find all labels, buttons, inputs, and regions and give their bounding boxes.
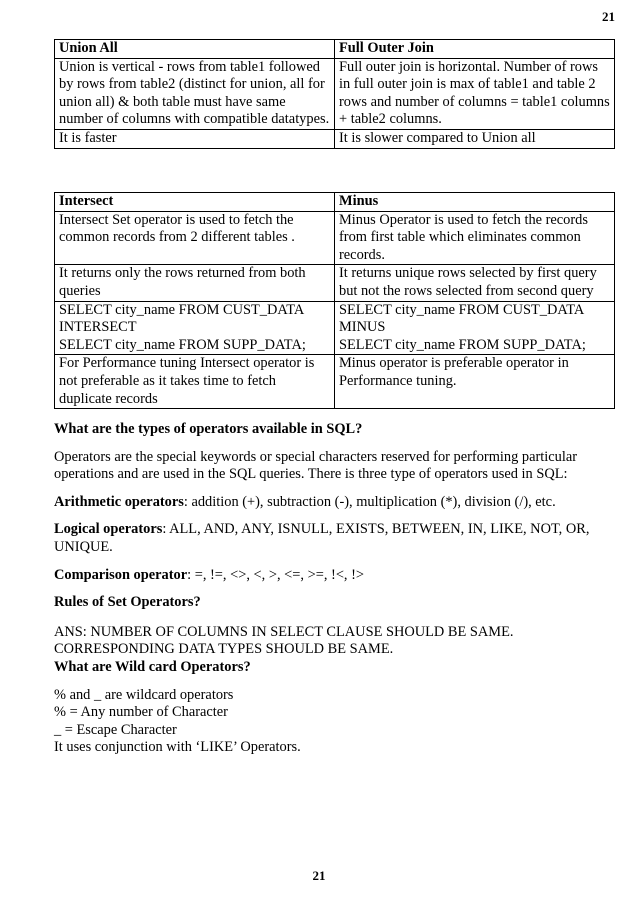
comparison-operators bbox=[54, 567, 614, 585]
table-cell: Intersect Set operator is used to fetch the common records from 2 different tables . bbox=[55, 211, 335, 265]
table-cell-sql-minus bbox=[335, 301, 615, 355]
union-vs-full-outer-join-table bbox=[54, 39, 615, 149]
table-cell: It returns unique rows selected by first query but not the rows selected from second query bbox=[335, 265, 615, 301]
page-number-top: 21 bbox=[602, 9, 615, 24]
page-content bbox=[54, 421, 614, 757]
table-row bbox=[55, 265, 615, 301]
header-full-outer-join: Full Outer Join bbox=[335, 40, 615, 59]
question-operator-types: What are the types of operators available in SQL? bbox=[54, 421, 363, 437]
table-row bbox=[55, 58, 615, 129]
sql-line: MINUS bbox=[339, 319, 386, 336]
sql-line: SELECT city_name FROM SUPP_DATA; bbox=[339, 336, 586, 353]
comparison-label: Comparison operator bbox=[54, 566, 188, 583]
wildcard-line: % and _ are wildcard operators bbox=[54, 686, 234, 703]
comparison-text: : =, !=, <>, <, >, <=, >=, !<, !> bbox=[187, 566, 365, 583]
table-cell: Full outer join is horizontal. Number of rows in full outer join is max of table1 and table 2 rows and number of columns = table1 columns + table2 columns. bbox=[335, 58, 615, 129]
question-wildcard: What are Wild card Operators? bbox=[54, 658, 251, 675]
sql-line: SELECT city_name FROM CUST_DATA bbox=[59, 301, 305, 318]
sql-line: SELECT city_name FROM SUPP_DATA; bbox=[59, 336, 306, 353]
arithmetic-text: : addition (+), subtraction (-), multiplication (*), division (/), etc. bbox=[183, 493, 556, 510]
arithmetic-operators bbox=[54, 494, 614, 512]
table-cell: For Performance tuning Intersect operator is not preferable as it takes time to fetch duplicate records bbox=[55, 355, 335, 409]
table-cell: It returns only the rows returned from both queries bbox=[55, 265, 335, 301]
wildcard-line: _ = Escape Character bbox=[54, 721, 177, 738]
table-cell: Minus operator is preferable operator in Performance tuning. bbox=[335, 355, 615, 409]
header-minus: Minus bbox=[335, 193, 615, 212]
table-cell: Union is vertical - rows from table1 followed by rows from table2 (distinct for union, all for union all) & both table must have same number of columns with compatible datatypes. bbox=[55, 58, 335, 129]
table-cell: It is slower compared to Union all bbox=[335, 129, 615, 148]
sql-line: SELECT city_name FROM CUST_DATA bbox=[339, 301, 585, 318]
table-header-row bbox=[55, 40, 615, 59]
header-intersect: Intersect bbox=[55, 193, 335, 212]
operators-intro: Operators are the special keywords or special characters reserved for performing particular operations and are used in the SQL queries. There is three type of operators used in SQL: bbox=[54, 448, 578, 483]
wildcard-line: It uses conjunction with ‘LIKE’ Operators. bbox=[54, 739, 301, 756]
table-header-row bbox=[55, 193, 615, 212]
question-set-rules: Rules of Set Operators? bbox=[54, 594, 201, 611]
set-rules-answer-line: CORRESPONDING DATA TYPES SHOULD BE SAME. bbox=[54, 641, 394, 658]
intersect-vs-minus-table bbox=[54, 192, 615, 409]
table-row bbox=[55, 355, 615, 409]
logical-text: : ALL, AND, ANY, ISNULL, EXISTS, BETWEEN, IN, LIKE, NOT, OR, UNIQUE. bbox=[54, 521, 590, 555]
table-cell: It is faster bbox=[55, 129, 335, 148]
table-row bbox=[55, 129, 615, 148]
set-rules-answer-line: ANS: NUMBER OF COLUMNS IN SELECT CLAUSE SHOULD BE SAME. bbox=[54, 623, 514, 640]
table-cell: Minus Operator is used to fetch the records from first table which eliminates common records. bbox=[335, 211, 615, 265]
arithmetic-label: Arithmetic operators bbox=[54, 493, 184, 510]
table-row bbox=[55, 211, 615, 265]
logical-operators bbox=[54, 521, 614, 556]
table-cell-sql-intersect bbox=[55, 301, 335, 355]
page-number-bottom: 21 bbox=[312, 868, 326, 883]
sql-line: INTERSECT bbox=[59, 319, 137, 336]
wildcard-line: % = Any number of Character bbox=[54, 704, 228, 721]
logical-label: Logical operators bbox=[54, 521, 163, 538]
header-union-all: Union All bbox=[55, 40, 335, 59]
table-row bbox=[55, 301, 615, 355]
